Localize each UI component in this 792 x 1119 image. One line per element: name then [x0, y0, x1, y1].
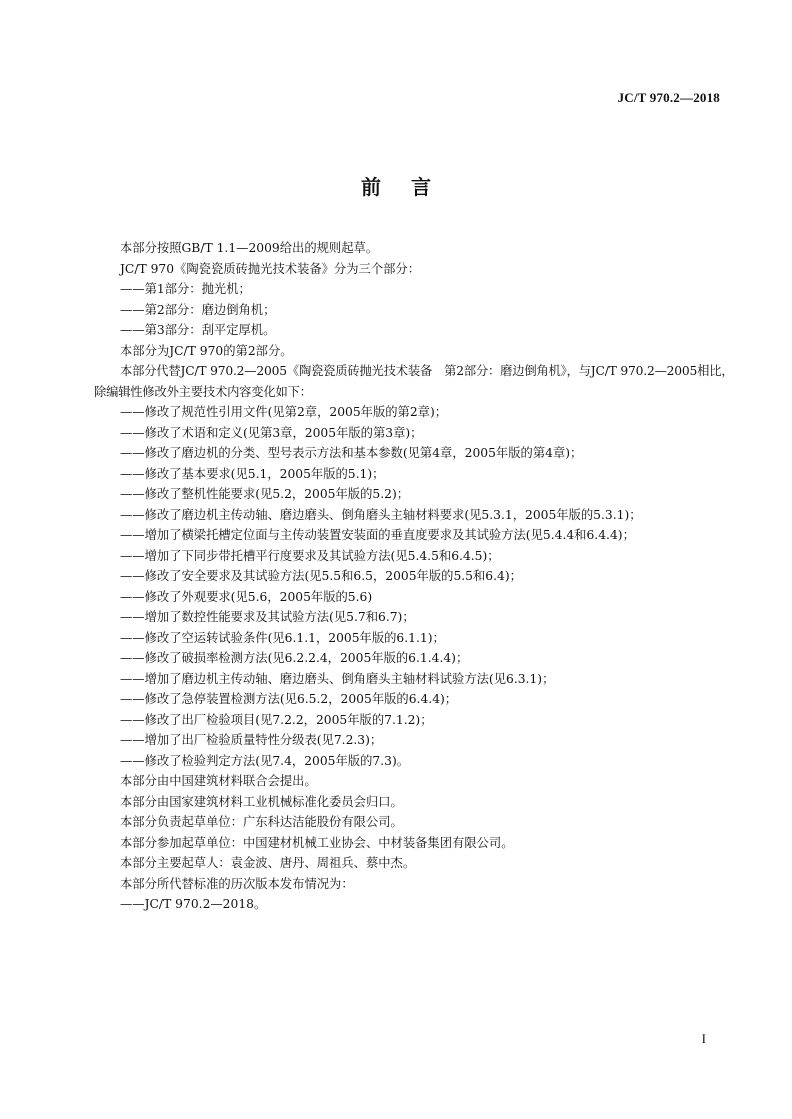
list-item: ——第1部分：抛光机；: [120, 282, 251, 296]
page-title: 前言: [361, 175, 461, 199]
list-item: ——第3部分：刮平定厚机。: [120, 323, 276, 337]
list-item: ——修改了基本要求(见5.1，2005年版的5.1)；: [120, 466, 385, 481]
list-item: ——修改了规范性引用文件(见第2章，2005年版的第2章)；: [120, 405, 448, 419]
list-item: ——第2部分：磨边倒角机；: [120, 302, 276, 317]
list-item: ——增加了下同步带托槽平行度要求及其试验方法(见5.4.5和6.4.5)；: [120, 548, 500, 563]
list-item: ——修改了外观要求(见5.6，2005年版的5.6): [120, 589, 373, 604]
list-item: ——增加了磨边机主传动轴、磨边磨头、倒角磨头主轴材料试验方法(见6.3.1)；: [120, 671, 555, 686]
list-item: ——修改了磨边机主传动轴、磨边磨头、倒角磨头主轴材料要求(见5.3.1，2005年版的5.3.1)；: [120, 507, 642, 522]
standard-code: JC/T 970.2—2018: [617, 90, 720, 105]
paragraph: 本部分按照GB/T 1.1—2009给出的规则起草。: [120, 241, 379, 255]
list-item: ——修改了整机性能要求(见5.2，2005年版的5.2)；: [120, 487, 410, 501]
paragraph: 本部分主要起草人：袁金波、唐丹、周祖兵、蔡中杰。: [120, 856, 416, 870]
paragraph: 本部分负责起草单位：广东科达洁能股份有限公司。: [120, 815, 403, 829]
preface-body: [94, 238, 734, 915]
paragraph: 本部分由中国建筑材料联合会提出。: [120, 774, 317, 788]
list-item: ——增加了横梁托槽定位面与主传动装置安装面的垂直度要求及其试验方法(见5.4.4和6.4.4)；: [120, 528, 635, 542]
list-item: ——修改了破损率检测方法(见6.2.2.4，2005年版的6.1.4.4)；: [120, 651, 469, 665]
paragraph: 本部分所代替标准的历次版本发布情况为：: [120, 876, 354, 891]
list-item: ——JC/T 970.2—2018。: [120, 897, 267, 911]
paragraph: 本部分为JC/T 970的第2部分。: [120, 343, 293, 358]
paragraph: 本部分由国家建筑材料工业机械标准化委员会归口。: [120, 794, 403, 809]
paragraph: 本部分代替JC/T 970.2—2005《陶瓷瓷质砖抛光技术装备 第2部分：磨边倒角机》，与JC/T 970.2—2005相比，除编辑性修改外主要技术内容变化如下：: [94, 364, 734, 399]
list-item: ——修改了空运转试验条件(见6.1.1，2005年版的6.1.1)；: [120, 630, 445, 645]
list-item: ——增加了数控性能要求及其试验方法(见5.7和6.7)；: [120, 610, 415, 624]
list-item: ——修改了术语和定义(见第3章，2005年版的第3章)；: [120, 425, 423, 440]
paragraph: JC/T 970《陶瓷瓷质砖抛光技术装备》分为三个部分：: [120, 261, 421, 276]
list-item: ——修改了出厂检验项目(见7.2.2，2005年版的7.1.2)；: [120, 712, 433, 727]
list-item: ——修改了磨边机的分类、型号表示方法和基本参数(见第4章，2005年版的第4章)；: [120, 446, 583, 460]
paragraph: 本部分参加起草单位：中国建材机械工业协会、中材装备集团有限公司。: [120, 835, 514, 850]
page-number: I: [701, 1031, 706, 1046]
list-item: ——增加了出厂检验质量特性分级表(见7.2.3)；: [120, 733, 383, 747]
list-item: ——修改了检验判定方法(见7.4，2005年版的7.3)。: [120, 753, 410, 768]
list-item: ——修改了急停装置检测方法(见6.5.2，2005年版的6.4.4)；: [120, 692, 458, 706]
list-item: ——修改了安全要求及其试验方法(见5.5和6.5，2005年版的5.5和6.4)；: [120, 569, 522, 583]
